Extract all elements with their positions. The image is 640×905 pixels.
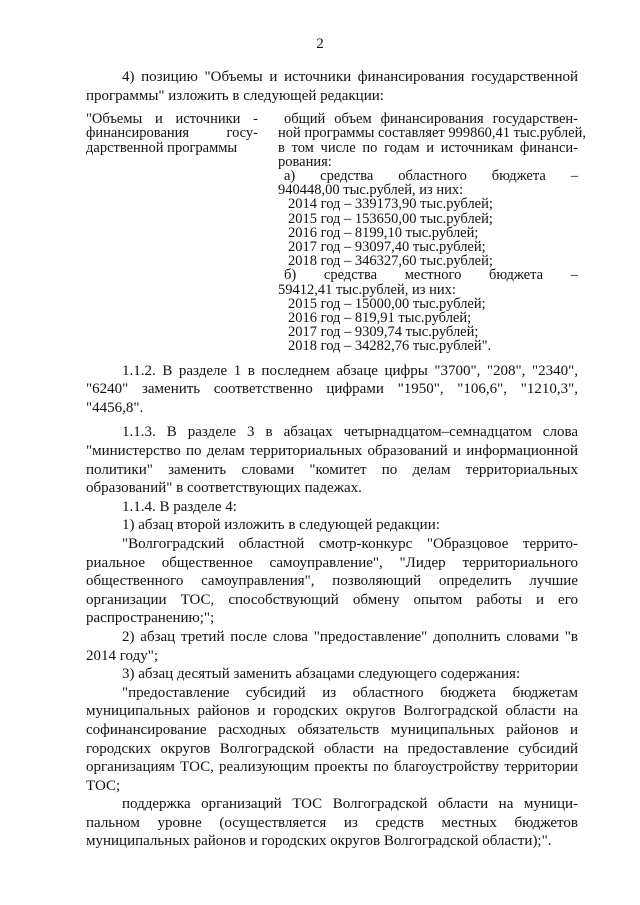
quoted-text-2: "предоставление субсидий из областного бюджета бюджетам муниципальных районов и городских округов Волгоградской области на софинансирование расходных обязательств муниципальных районов и городских округов Волгоградской области на предоставление субсидий организациям ТОС, реализующим проекты по благоустройству территории ТОС;	[86, 684, 578, 794]
quoted-text-3: поддержка организаций ТОС Волгоградской области на муници- пальном уровне (осуществляется из средств местных бюджетов муниципальных районов и городских округов Волгоградской области);".	[86, 796, 578, 850]
table-right-line: 2015 год – 15000,00 тыс.рублей;	[288, 295, 486, 312]
table-right-line: 2016 год – 819,91 тыс.рублей;	[288, 310, 472, 327]
table-left-cell: "Объемы и источники - финансирования госу- дарственной программы	[86, 111, 258, 156]
table-right-line: 2014 год – 339173,90 тыс.рублей;	[288, 196, 493, 213]
paragraph-1-1-4: 1.1.4. В разделе 4:	[122, 498, 237, 515]
table-right-line: ной программы составляет 999860,41 тыс.рублей,	[278, 125, 586, 142]
paragraph-1-1-2: 1.1.2. В разделе 1 в последнем абзаце цифры "3700", "208", "2340", "6240" заменить соответственно цифрами "1950", "106,6", "1210,3", "4456,8".	[86, 362, 578, 416]
table-right-line: 2017 год – 9309,74 тыс.рублей;	[288, 324, 479, 341]
table-right-line: в том числе по годам и источникам финанси-	[278, 139, 578, 156]
table-right-line: 59412,41 тыс.рублей, из них:	[278, 281, 456, 298]
program-position-table	[86, 109, 586, 355]
table-right-line: 2018 год – 34282,76 тыс.рублей".	[288, 338, 492, 355]
intro-paragraph: 4) позицию "Объемы и источники финансирования государственной программы" изложить в следующей редакции:	[86, 69, 578, 104]
quoted-text-1: "Волгоградский областной смотр-конкурс "Образцовое террито- риальное общественное самоуправление", "Лидер территориального общественного самоуправления", позволяющий определить лучшие организации ТОС, способствующий обмену опытом работы и его распространению;";	[86, 535, 578, 627]
table-right-line: 2016 год – 8199,10 тыс.рублей;	[288, 224, 479, 241]
document-body	[86, 68, 586, 851]
table-right-line: рования:	[278, 153, 332, 170]
list-item-1: 1) абзац второй изложить в следующей редакции:	[122, 517, 440, 534]
paragraph-1-1-3: 1.1.3. В разделе 3 в абзацах четырнадцатом–семнадцатом слова "министерство по делам территориальных образований и информационной политики" заменить словами "комитет по делам территориальных образований" в соответствующих падежах.	[86, 424, 578, 497]
table-right-line: 2018 год – 346327,60 тыс.рублей;	[288, 253, 493, 270]
table-right-line: б) средства местного бюджета –	[284, 267, 578, 284]
table-right-line: 940448,00 тыс.рублей, из них:	[278, 182, 464, 199]
table-right-line: 2015 год – 153650,00 тыс.рублей;	[288, 210, 493, 227]
table-right-line: 2017 год – 93097,40 тыс.рублей;	[288, 239, 486, 256]
table-right-line: общий объем финансирования государствен-	[284, 111, 578, 128]
list-item-2: 2) абзац третий после слова "предоставление" дополнить словами "в 2014 году";	[86, 628, 578, 664]
table-right-line: а) средства областного бюджета –	[284, 168, 578, 184]
table-right-cell	[278, 109, 586, 355]
page-number: 2	[316, 36, 324, 52]
list-item-3: 3) абзац десятый заменить абзацами следующего содержания:	[122, 666, 521, 683]
